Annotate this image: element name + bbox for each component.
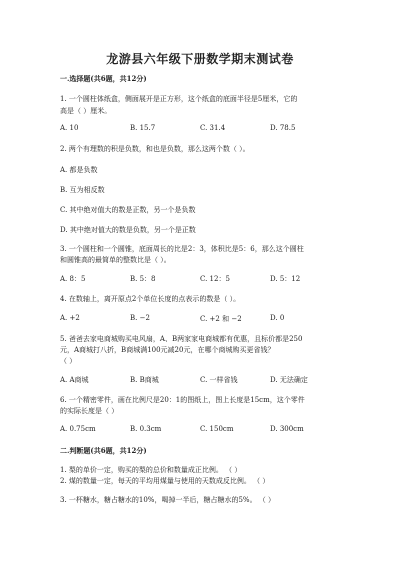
q5-text-line2: 元，A商城打八折，B商城满100元减20元，在哪个商城购买更省钱？ [60, 346, 275, 354]
q6-option-b: B. 0.3cm [130, 425, 162, 433]
q3-text-line2: 和圆锥高的最简单的整数比是（ ）。 [60, 256, 171, 264]
q2-option-c: C. 其中绝对值大的数是正数，另一个是负数 [60, 206, 196, 214]
q1-option-c: C. 31.4 [200, 124, 226, 132]
q2-option-b: B. 互为相反数 [60, 186, 105, 194]
section-heading-choice: 一.选择题(共6题，共12分) [60, 74, 147, 83]
q2-option-a: A. 都是负数 [60, 166, 98, 174]
q4-option-c: C. +2 和 −2 [200, 315, 242, 323]
judge-item-3: 3. 一杯糖水，糖占糖水的10%，喝掉一半后，糖占糖水的5%。 （ ） [60, 496, 276, 504]
q4-option-d: D. 0 [270, 314, 285, 322]
q1-text-line1: 1. 一个圆柱体纸盒，侧面展开是正方形，这个纸盒的底面半径是5厘米，它的 [60, 95, 298, 103]
q6-option-a: A. 0.75cm [60, 425, 96, 433]
page-title: 龙游县六年级下册数学期末测试卷 [106, 52, 294, 66]
q6-text-line2: 的实际长度是（ ） [60, 407, 119, 415]
section-heading-judge: 二.判断题(共6题，共12分) [60, 446, 147, 455]
q4-option-a: A. +2 [60, 314, 80, 322]
q5-option-a: A. A商城 [60, 376, 89, 384]
q5-text-line3: （ ） [60, 357, 77, 365]
q3-option-c: C. 12：5 [200, 275, 230, 283]
q5-option-b: B. B商城 [130, 376, 159, 384]
q5-option-c: C. 一样省钱 [200, 376, 238, 384]
q1-text-line2: 高是（ ）厘米。 [60, 107, 112, 115]
q2-option-d: D. 其中绝对值大的数是负数，另一个是正数 [60, 226, 196, 234]
q6-option-d: D. 300cm [270, 425, 304, 433]
q1-option-a: A. 10 [60, 124, 79, 132]
q1-option-b: B. 15.7 [130, 124, 156, 132]
judge-item-2: 2. 煤的数量一定，每天的平均用煤量与使用的天数成反比例。 （ ） [60, 477, 270, 485]
q6-text-line1: 6. 一个精密零件，画在比例尺是20：1的图纸上，图上长度是15cm，这个零件 [60, 396, 305, 404]
q3-option-b: B. 5：8 [130, 275, 156, 283]
q5-option-d: D. 无法确定 [270, 376, 308, 384]
q2-text: 2. 两个有理数的积是负数，和也是负数，那么这两个数（ ）。 [60, 145, 250, 153]
q4-option-b: B. −2 [130, 314, 150, 322]
q6-option-c: C. 150cm [200, 425, 234, 433]
q3-option-d: D. 5：12 [270, 275, 301, 283]
q3-text-line1: 3. 一个圆柱和一个圆锥，底面周长的比是2：3，体积比是5：6，那么这个圆柱 [60, 245, 304, 253]
q4-text: 4. 在数轴上，离开原点2个单位长度的点表示的数是（ ）。 [60, 295, 241, 303]
q5-text-line1: 5. 爸爸去家电商城购买电风扇，A、B两家家电商城都有优惠，且标价都是250 [60, 335, 303, 343]
q1-option-d: D. 78.5 [270, 124, 296, 132]
q3-option-a: A. 8：5 [60, 275, 86, 283]
judge-item-1: 1. 梨的单价一定，购买的梨的总价和数量成正比例。 （ ） [60, 466, 242, 474]
